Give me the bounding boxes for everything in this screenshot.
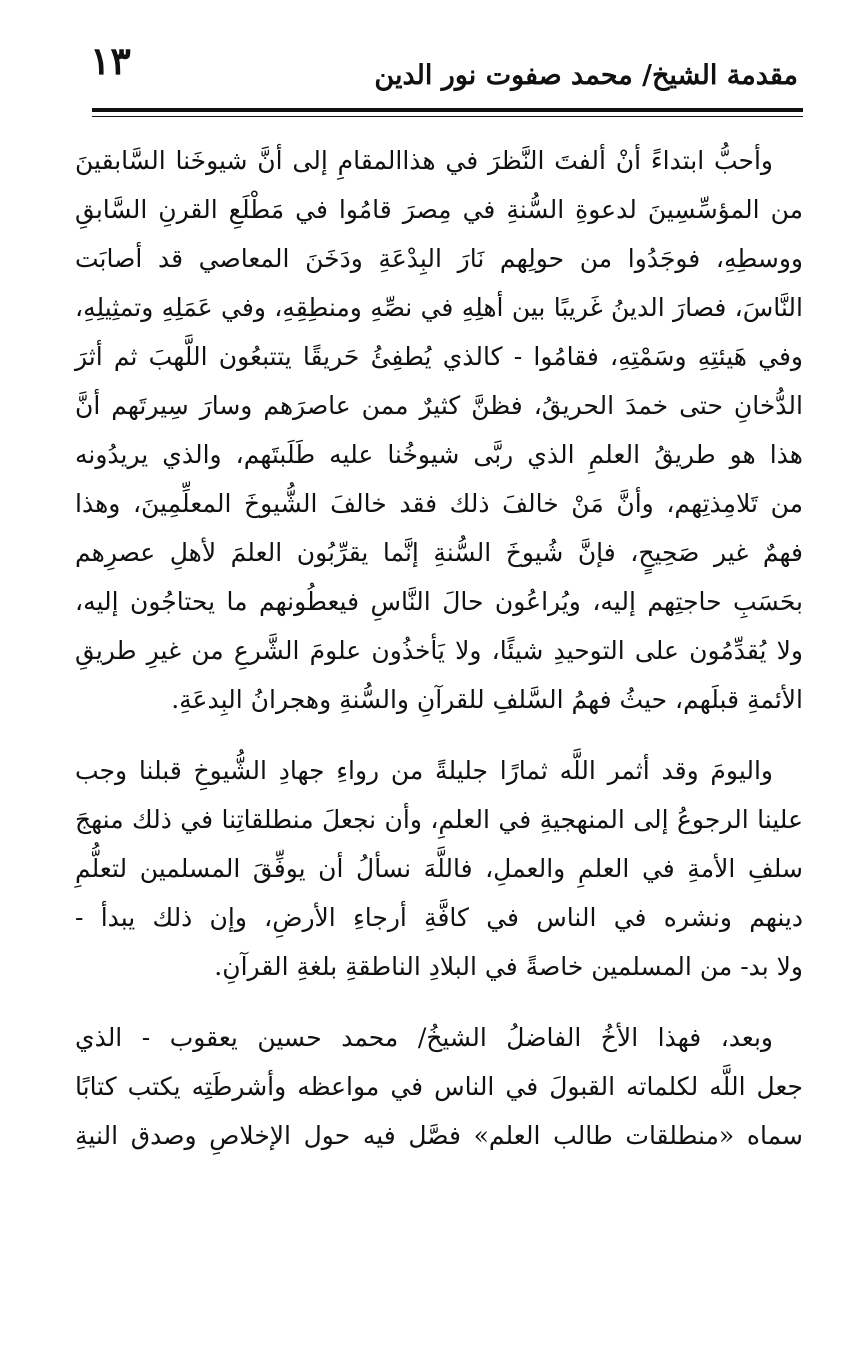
text-line: ولا يُقدِّمُون على التوحيدِ شيئًا، ولا يَأخذُون علومَ الشَّرعِ من غيرِ طريقِ: [75, 636, 803, 665]
text-line: الأئمةِ قبلَهم، حيثُ فهمُ السَّلفِ للقرآنِ والسُّنةِ وهجرانُ البِدعَةِ.: [171, 685, 803, 714]
header-rule-thin: [92, 116, 803, 117]
text-line: علينا الرجوعُ إلى المنهجيةِ في العلمِ، وأن نجعلَ منطلقاتِنا في ذلك منهجَ: [75, 805, 803, 834]
text-line: جعل اللَّه لكلماته القبولَ في الناس في مواعظه وأشرطَتِه يكتب كتابًا: [75, 1072, 803, 1101]
text-line: دينهم ونشره في الناس في كافَّةِ أرجاءِ الأرضِ، وإن ذلك يبدأ -: [75, 903, 803, 932]
text-line: وأحبُّ ابتداءً أنْ ألفتَ النَّظرَ في هذاالمقامِ إلى أنَّ شيوخَنا السَّابقينَ: [75, 146, 773, 175]
paragraph: [75, 1013, 803, 1160]
text-line: وبعد، فهذا الأخُ الفاضلُ الشيخُ/ محمد حسين يعقوب - الذي: [75, 1023, 773, 1052]
text-line: ولا بد- من المسلمين خاصةً في البلادِ الناطقةِ بلغةِ القرآنِ.: [214, 952, 803, 981]
paragraph: [75, 746, 803, 991]
text-line: من المؤسِّسِينَ لدعوةِ السُّنةِ في مِصرَ قامُوا في مَطْلَعِ القرنِ السَّابقِ: [75, 195, 803, 224]
page-number: ١٣: [90, 38, 131, 83]
running-title: مقدمة الشيخ/ محمد صفوت نور الدين: [374, 60, 798, 91]
header-rule-thick: [92, 108, 803, 112]
text-line: الدُّخانِ حتى خمدَ الحريقُ، فظنَّ كثيرٌ ممن عاصرَهم وسارَ سِيرتَهم أنَّ: [75, 391, 803, 420]
text-line: واليومَ وقد أثمر اللَّه ثمارًا جليلةً من رواءِ جهادِ الشُّيوخِ قبلنا وجب: [75, 756, 773, 785]
text-line: سلفِ الأمةِ في العلمِ والعملِ، فاللَّهَ نسألُ أن يوفِّقَ المسلمين لتعلُّمِ: [75, 854, 803, 883]
page-body: [75, 136, 803, 1160]
text-line: سماه «منطلقات طالب العلم» فصَّل فيه حول الإخلاصِ وصدق النيةِ: [75, 1121, 803, 1150]
paragraph: [75, 136, 803, 724]
text-line: هذا هو طريقُ العلمِ الذي ربَّى شيوخُنا عليه طَلَبتَهم، والذي يريدُونه: [75, 440, 803, 469]
paragraph-gap: [75, 724, 803, 746]
text-line: وفي هَيئتِهِ وسَمْتِهِ، فقامُوا - كالذي يُطفِئُ حَريقًا يتتبعُون اللَّهبَ ثم أثرَ: [75, 342, 803, 371]
text-line: ووسطِهِ، فوجَدُوا من حولِهم نَارَ البِدْعَةِ ودَخَنَ المعاصي قد أصابَت: [75, 244, 803, 273]
text-line: فهمٌ غير صَحِيحٍ، فإنَّ شُيوخَ السُّنةِ إنَّما يقرِّبُون العلمَ لأهلِ عصرِهم: [75, 538, 803, 567]
text-line: بحَسَبِ حاجتِهم إليه، ويُراعُون حالَ النَّاسِ فيعطُونهم ما يحتاجُون إليه،: [75, 587, 803, 616]
text-line: النَّاسَ، فصارَ الدينُ غَريبًا بين أهلِهِ في نصِّهِ ومنطِقِهِ، وفي عَمَلِهِ وتمثِيلِهِ،: [75, 293, 803, 322]
text-line: من تَلامِذتِهم، وأنَّ مَنْ خالفَ ذلك فقد خالفَ الشُّيوخَ المعلِّمِينَ، وهذا: [75, 489, 803, 518]
paragraph-gap: [75, 991, 803, 1013]
